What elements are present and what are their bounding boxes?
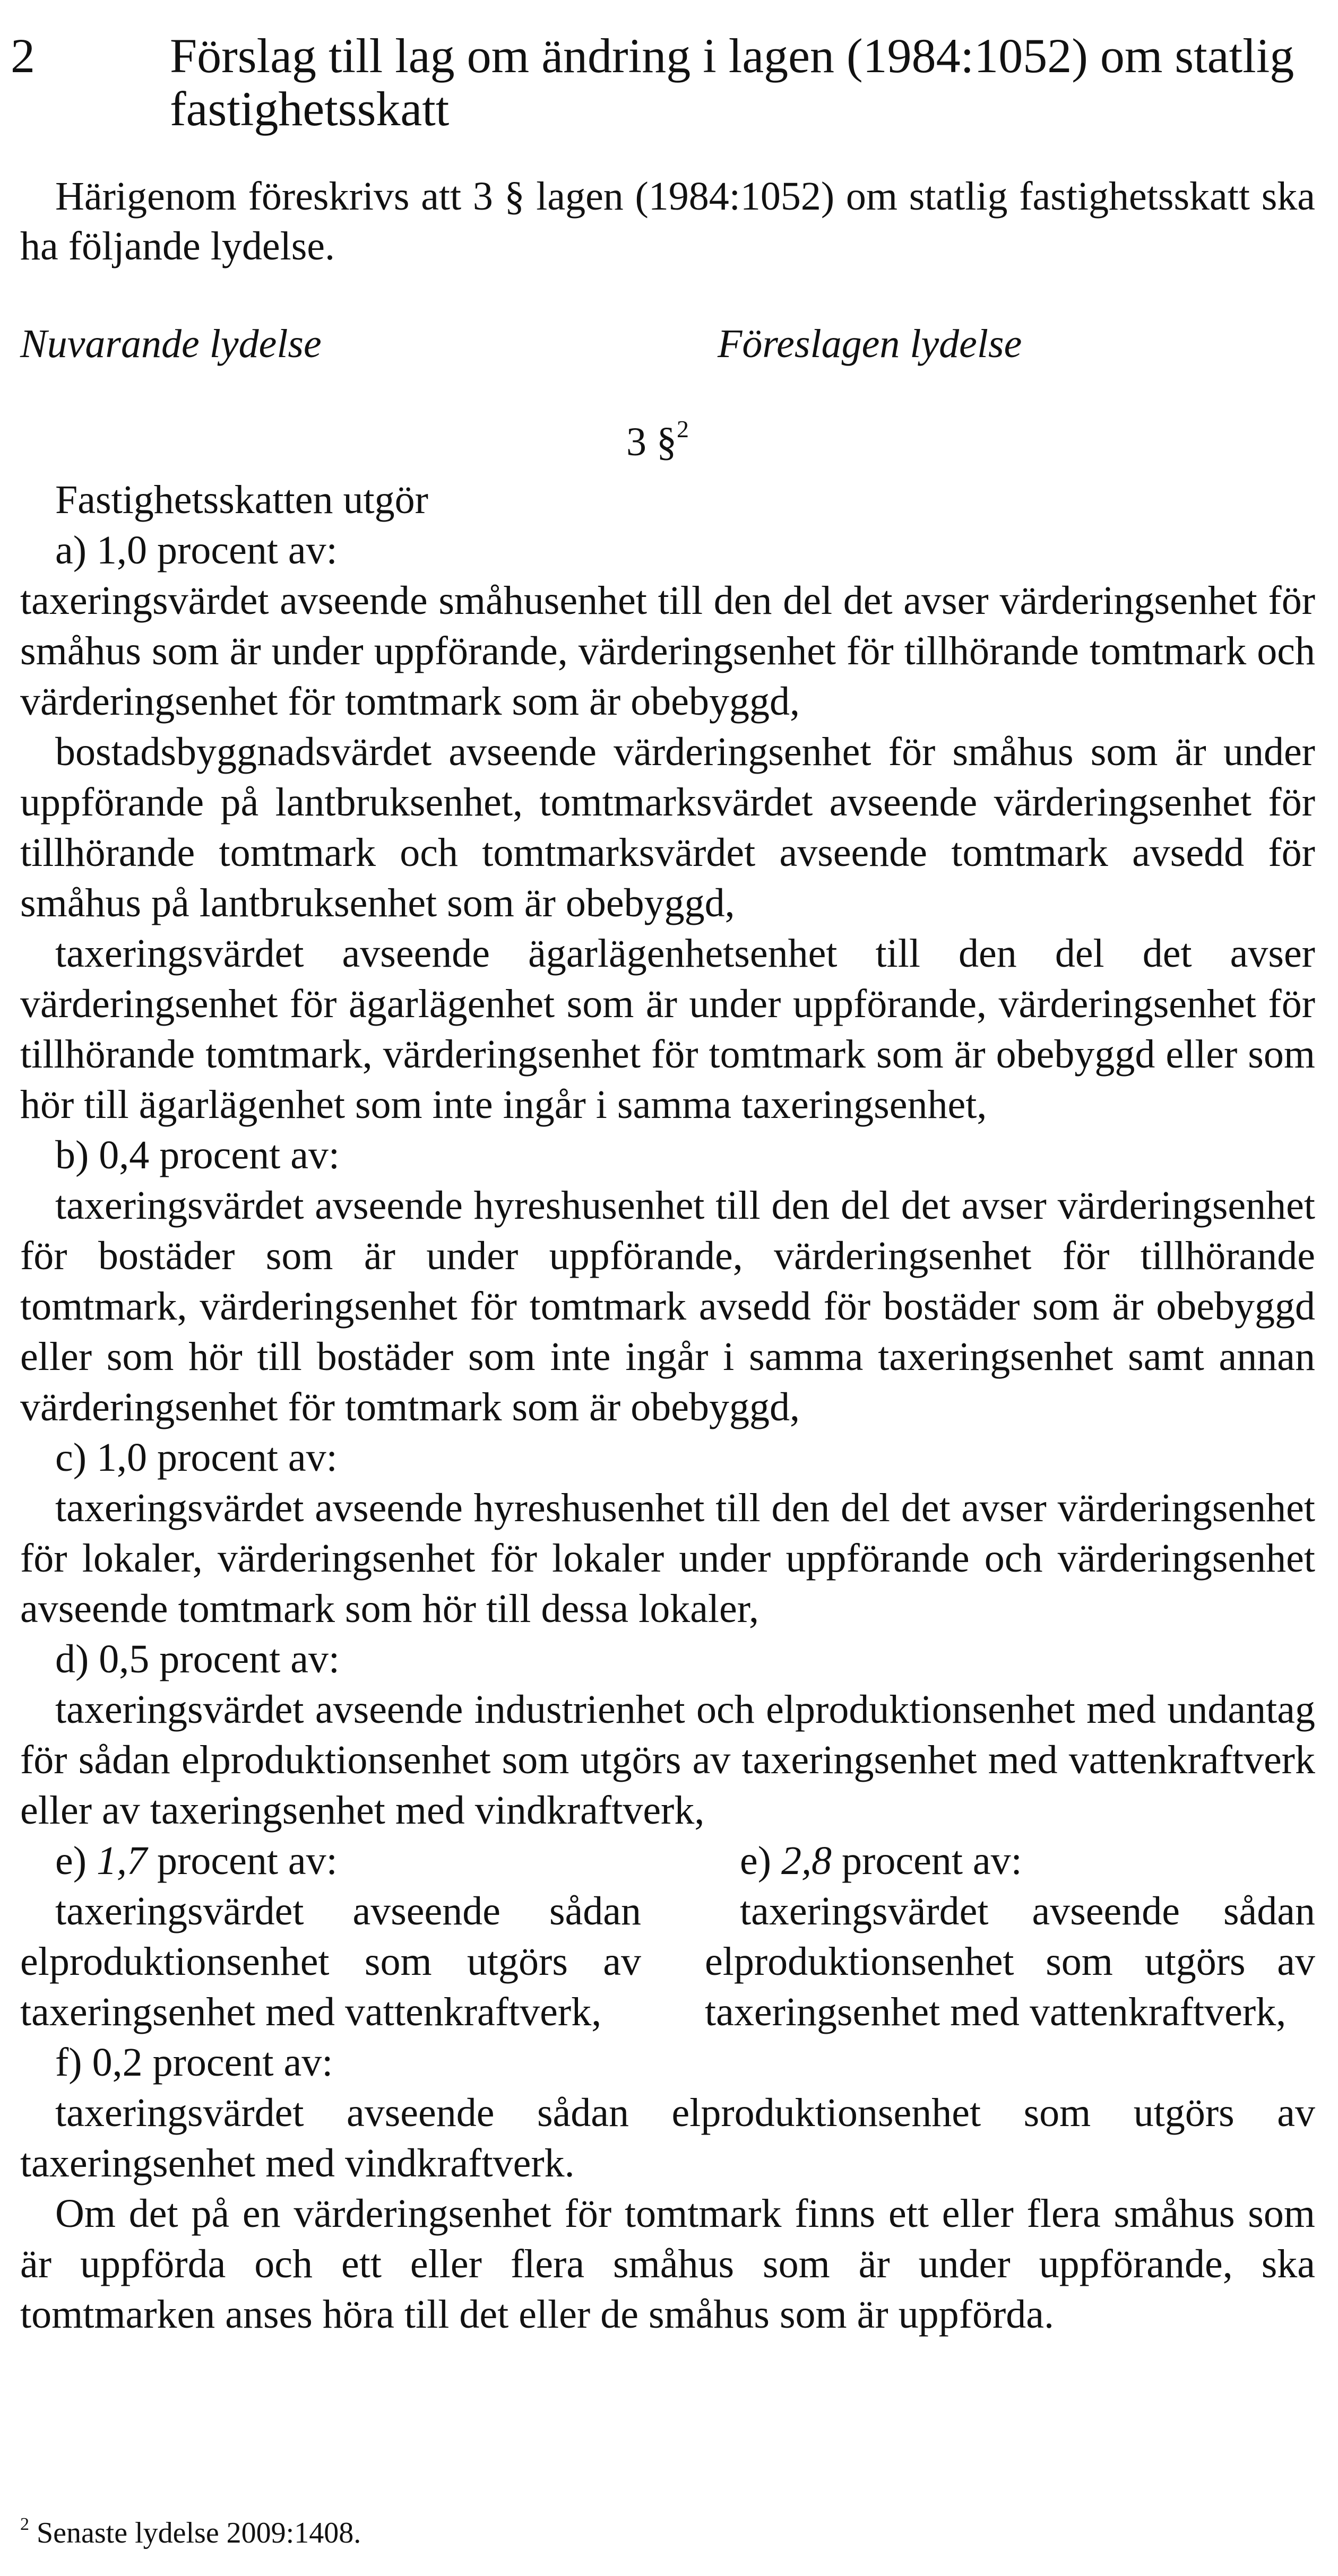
item-e-proposed-text: taxeringsvärdet avseende sådan elproduktionsenhet som utgörs av taxeringsenhet med vattenkraftverk, xyxy=(705,1889,1315,2034)
closing-paragraph: Om det på en värderingsenhet för tomtmark finns ett eller flera småhus som är uppförda och ett eller flera småhus som är under uppförande, ska tomtmarken anses höra till det eller de småhus som är uppförda. xyxy=(20,2191,1315,2337)
footnote-reference: 2 xyxy=(677,415,689,443)
item-e-current-rate: 1,7 xyxy=(97,1838,148,1883)
item-c-paragraph: taxeringsvärdet avseende hyreshusenhet till den del det avser värderingsenhet för lokaler, värderingsenhet för lokaler under uppförande och värderingsenhet avseende tomtmark som hör till dessa lokaler, xyxy=(20,1486,1315,1631)
item-e-current xyxy=(20,1836,641,2037)
item-a-paragraph-3: taxeringsvärdet avseende ägarlägenhetsenhet till den del det avser värderingsenhet för ägarlägenhet som är under uppförande, värderingsenhet för tillhörande tomtmark, värderingsenhet för tomtmark som är obebyggd eller som hör till ägarlägenhet som inte ingår i samma taxeringsenhet, xyxy=(20,931,1315,1127)
heading-number: 2 xyxy=(11,29,35,83)
item-e-proposed xyxy=(705,1836,1315,2037)
statute-body xyxy=(20,475,1315,2340)
column-heading-proposed: Föreslagen lydelse xyxy=(718,322,1022,366)
item-e-proposed-prefix: e) xyxy=(740,1838,782,1883)
item-b-paragraph: taxeringsvärdet avseende hyreshusenhet till den del det avser värderingsenhet för bostäder som är under uppförande, värderingsenhet för tillhörande tomtmark, värderingsenhet för tomtmark avsedd för bostäder som är obebyggd eller som hör till bostäder som inte ingår i samma taxeringsenhet samt annan värderingsenhet för tomtmark som är obebyggd, xyxy=(20,1183,1315,1429)
item-e-current-suffix: procent av: xyxy=(147,1838,338,1883)
item-e-current-text: taxeringsvärdet avseende sådan elproduktionsenhet som utgörs av taxeringsenhet med vattenkraftverk, xyxy=(20,1889,641,2034)
item-c-label: c) 1,0 procent av: xyxy=(55,1435,338,1480)
section-label: 3 § xyxy=(626,420,677,464)
column-heading-current: Nuvarande lydelse xyxy=(20,322,322,366)
footnote xyxy=(20,2516,361,2550)
item-a-paragraph-2: bostadsbyggnadsvärdet avseende värderingsenhet för småhus som är under uppförande på lantbruksenhet, tomtmarksvärdet avseende värderingsenhet för tillhörande tomtmark och tomtmarksvärdet avseende tomtmark avsedd för småhus på lantbruksenhet som är obebyggd, xyxy=(20,730,1315,925)
section-marker xyxy=(626,415,689,465)
footnote-text: Senaste lydelse 2009:1408. xyxy=(37,2517,361,2549)
heading-title: Förslag till lag om ändring i lagen (1984:1052) om statlig fastighetsskatt xyxy=(170,29,1294,136)
item-b-label: b) 0,4 procent av: xyxy=(55,1133,340,1177)
item-e-current-label xyxy=(20,1836,641,1886)
item-e-proposed-rate: 2,8 xyxy=(781,1838,832,1883)
item-d-paragraph: taxeringsvärdet avseende industrienhet och elproduktionsenhet med undantag för sådan elproduktionsenhet som utgörs av taxeringsenhet med vattenkraftverk eller av taxeringsenhet med vindkraftverk, xyxy=(20,1687,1315,1833)
intro-paragraph: Härigenom föreskrivs att 3 § lagen (1984:1052) om statlig fastighetsskatt ska ha följande lydelse. xyxy=(20,174,1315,268)
item-d-label: d) 0,5 procent av: xyxy=(55,1637,340,1681)
opening-line: Fastighetsskatten utgör xyxy=(55,478,428,522)
footnote-number: 2 xyxy=(20,2514,29,2534)
item-a-label: a) 1,0 procent av: xyxy=(55,528,338,573)
item-e-proposed-label xyxy=(705,1836,1315,1886)
item-f-label: f) 0,2 procent av: xyxy=(55,2040,333,2085)
item-f-paragraph: taxeringsvärdet avseende sådan elproduktionsenhet som utgörs av taxeringsenhet med vindkraftverk. xyxy=(20,2091,1315,2185)
item-a-paragraph-1: taxeringsvärdet avseende småhusenhet till den del det avser värderingsenhet för småhus som är under uppförande, värderingsenhet för tillhörande tomtmark och värderingsenhet för tomtmark som är obebyggd, xyxy=(20,578,1315,724)
item-e-proposed-suffix: procent av: xyxy=(832,1838,1022,1883)
item-e-current-prefix: e) xyxy=(55,1838,97,1883)
item-e-comparison xyxy=(20,1836,1315,2037)
